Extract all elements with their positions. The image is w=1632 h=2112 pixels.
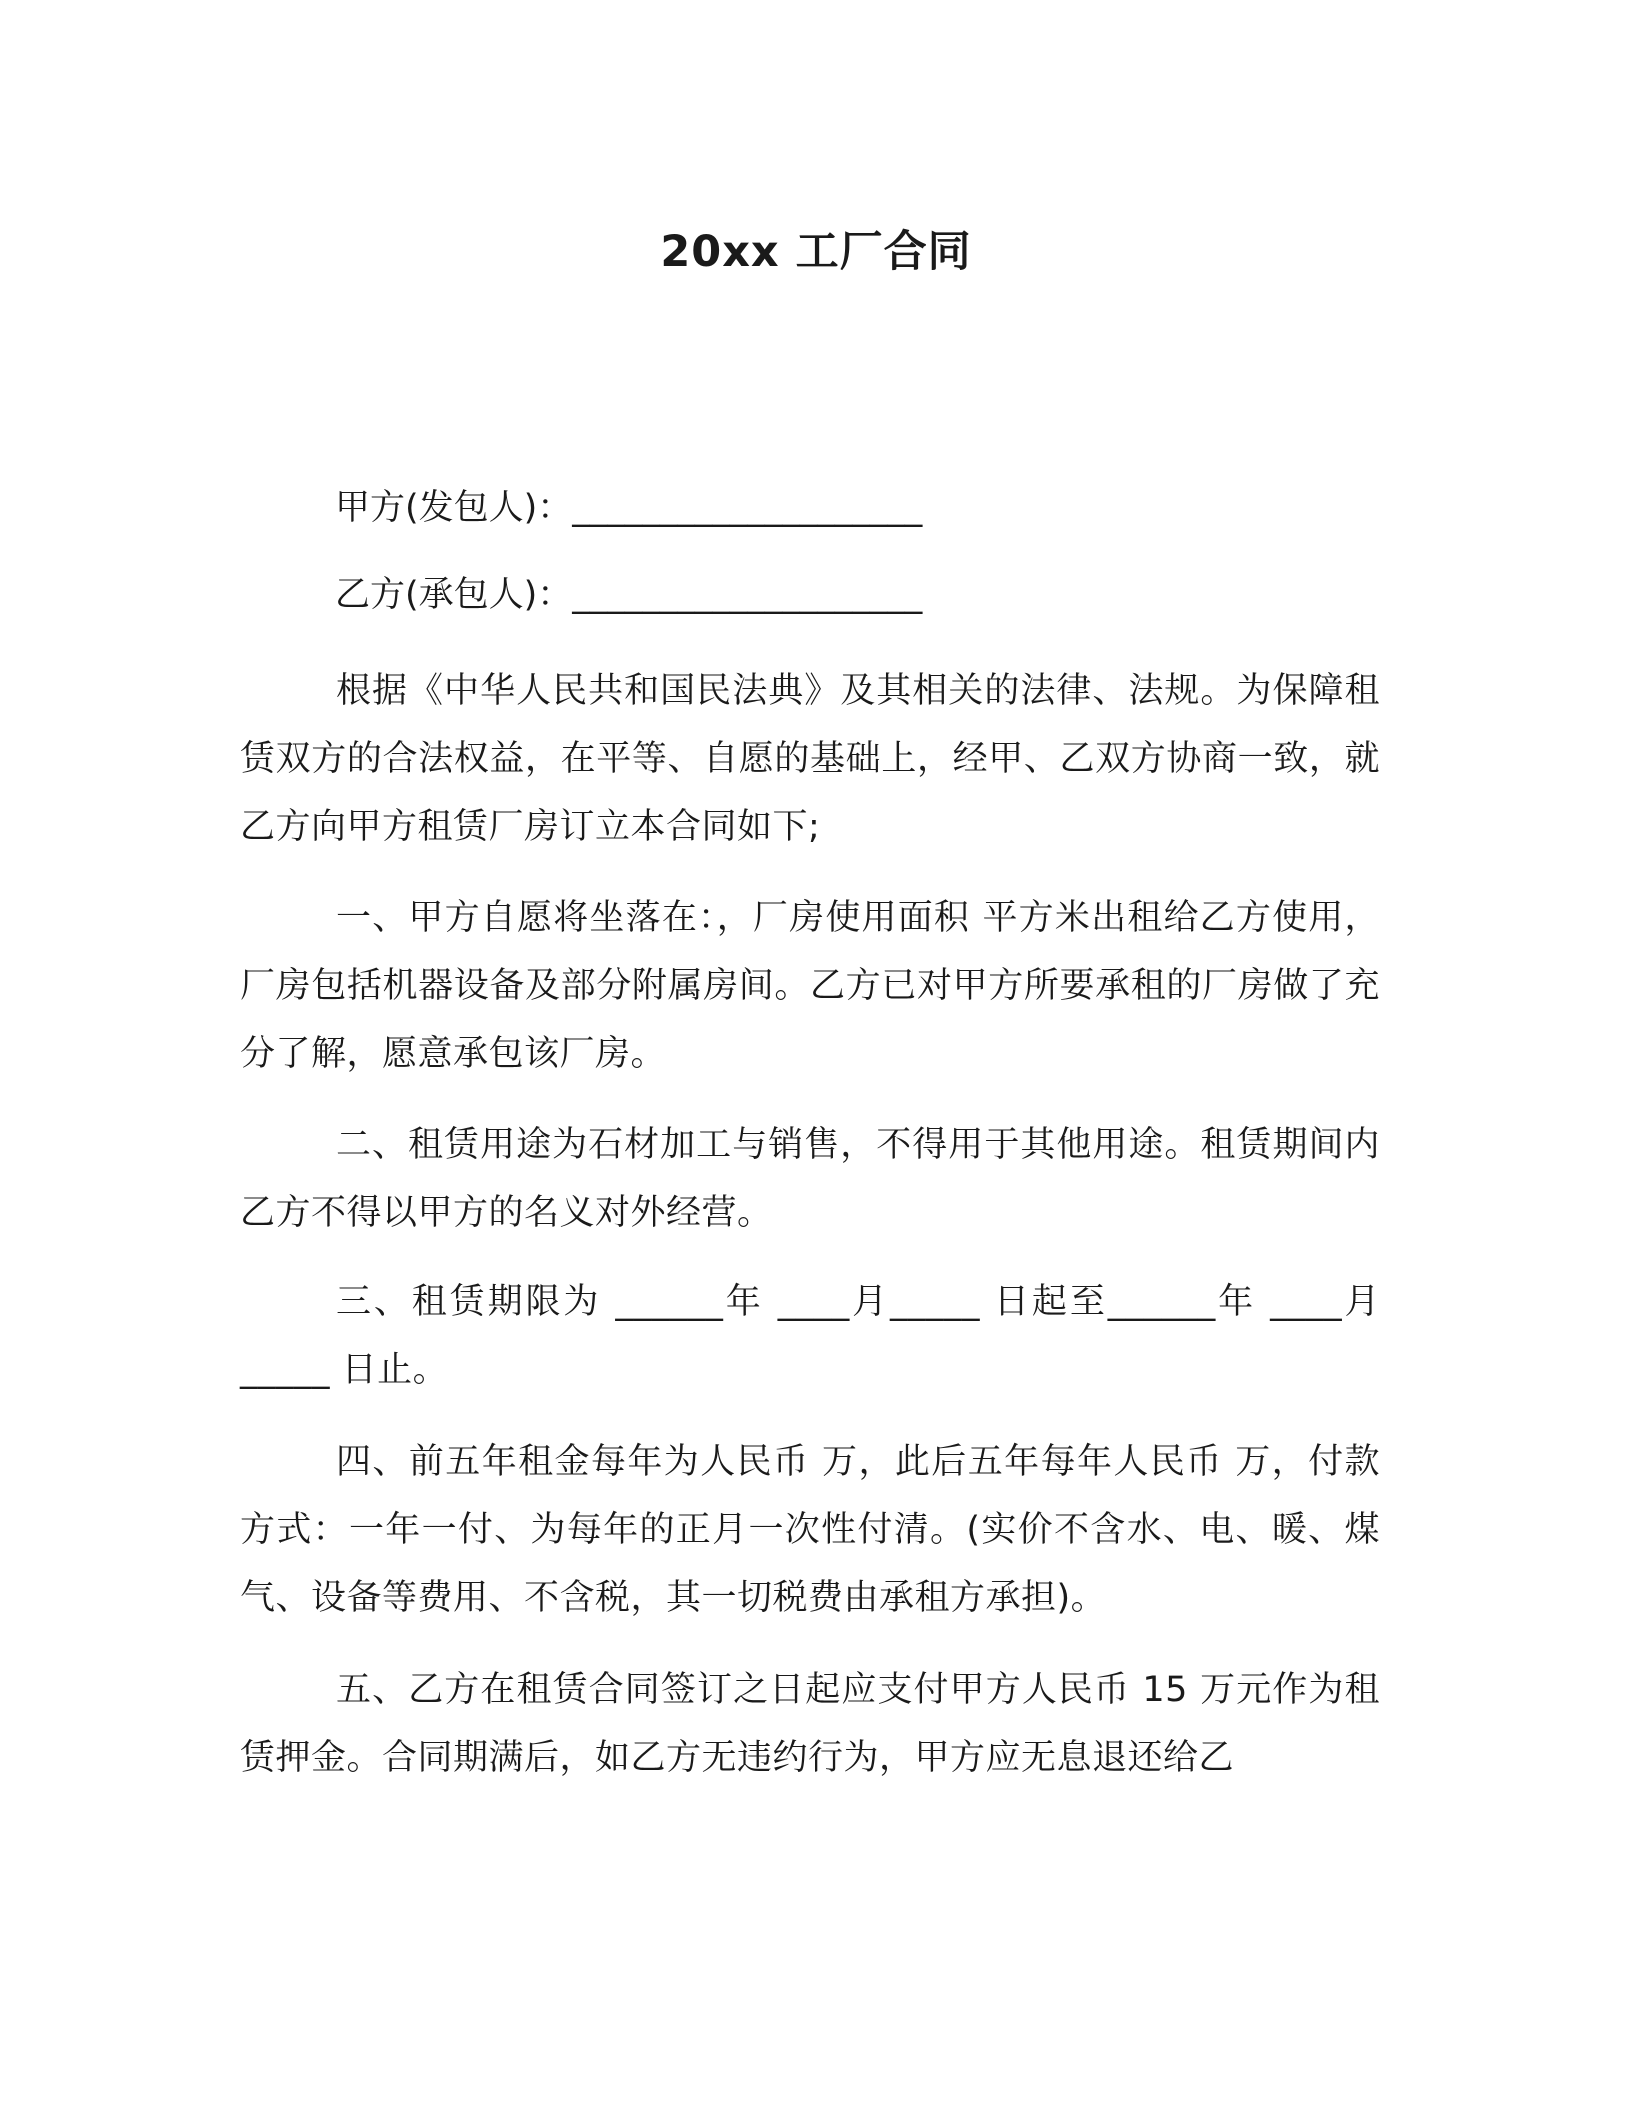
clause-5-paragraph: 五、乙方在租赁合同签订之日起应支付甲方人民币 15 万元作为租赁押金。合同期满后，如乙方无违约行为，甲方应无息退还给乙	[240, 1670, 1380, 1778]
party-b-line: 乙方(承包人)：____________________	[335, 575, 923, 615]
clause-1-paragraph: 一、甲方自愿将坐落在：，厂房使用面积 平方米出租给乙方使用，厂房包括机器设备及部分附属房间。乙方已对甲方所要承租的厂房做了充分了解，愿意承包该厂房。	[240, 898, 1380, 1074]
intro-paragraph: 根据《中华人民共和国民法典》及其相关的法律、法规。为保障租赁双方的合法权益，在平等、自愿的基础上，经甲、乙双方协商一致，就乙方向甲方租赁厂房订立本合同如下;	[240, 671, 1380, 847]
clause-2-paragraph: 二、租赁用途为石材加工与销售，不得用于其他用途。租赁期间内乙方不得以甲方的名义对外经营。	[240, 1125, 1380, 1233]
document-title: 20xx 工厂合同	[660, 227, 972, 277]
party-a-line: 甲方(发包人)：____________________	[335, 488, 923, 528]
clause-4-paragraph: 四、前五年租金每年为人民币 万，此后五年每年人民币 万，付款方式：一年一付、为每年的正月一次性付清。(实价不含水、电、暖、煤气、设备等费用、不含税，其一切税费由承租方承担)。	[240, 1442, 1380, 1618]
clause-3-paragraph: 三、租赁期限为 ______年 ____月_____ 日起至______年 ____月_____ 日止。	[240, 1282, 1380, 1390]
